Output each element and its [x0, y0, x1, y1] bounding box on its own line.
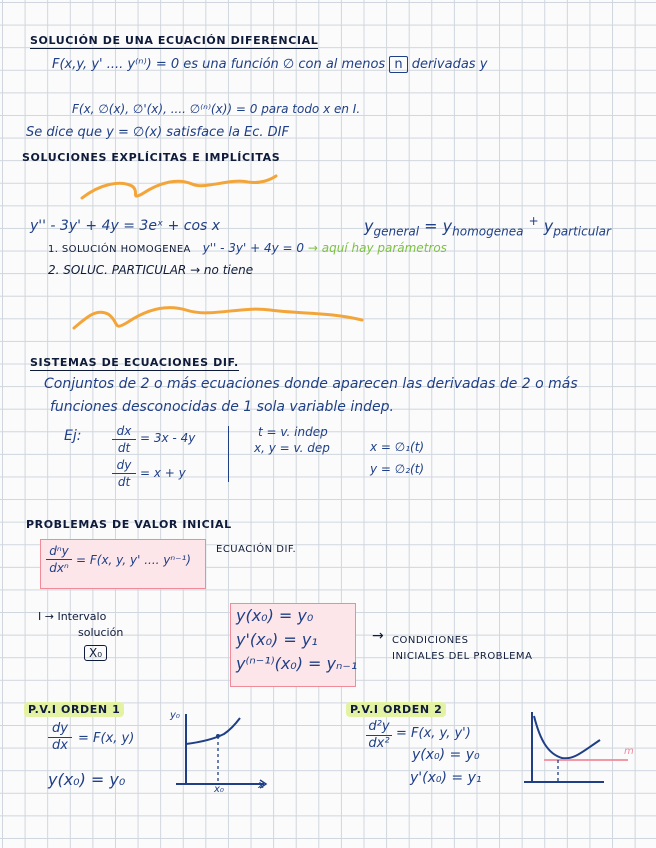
- pvi2-frac: [366, 720, 392, 751]
- box-den: dxⁿ: [49, 561, 69, 575]
- pvi1-frac: [48, 722, 72, 753]
- frac1-rhs: = 3x - 4y: [140, 431, 196, 445]
- frac1-den: dt: [117, 441, 131, 455]
- equals-sign: =: [424, 216, 438, 236]
- orange-scribble-1: [80, 170, 280, 210]
- pvi2-slope-label: m: [624, 746, 634, 757]
- cond-3: y⁽ⁿ⁻¹⁾(x₀) = yₙ₋₁: [236, 654, 358, 673]
- pvi2-den: dx²: [368, 736, 390, 751]
- frac2-den: dt: [117, 475, 131, 489]
- sub-homog: homogenea: [452, 224, 524, 239]
- frac-dx-dt: [112, 424, 136, 455]
- plus-sign: +: [528, 214, 539, 228]
- section-title-sistemas: SISTEMAS DE ECUACIONES DIF.: [30, 356, 239, 369]
- solution-y: y = ∅₂(t): [370, 462, 425, 476]
- section-title-pvi: PROBLEMAS DE VALOR INICIAL: [26, 518, 232, 531]
- sistemas-desc-1: Conjuntos de 2 o más ecuaciones donde aparecen las derivadas de 2 o más: [44, 376, 578, 392]
- pvi1-axis-y: y₀: [170, 710, 180, 721]
- sub-general: general: [373, 224, 420, 239]
- cond-1: y(x₀) = y₀: [236, 606, 314, 625]
- cond-arrow: →: [372, 628, 384, 644]
- pvi1-num: dy: [52, 721, 68, 736]
- y-part: y: [543, 216, 554, 236]
- ej-label: Ej:: [64, 428, 82, 444]
- note-dep: x, y = v. dep: [254, 441, 330, 455]
- general-solution-formula: [364, 214, 611, 239]
- cond-label-1: CONDICIONES: [392, 635, 469, 646]
- definition-end: derivadas y: [411, 57, 488, 72]
- frac2-num: dy: [116, 458, 132, 472]
- pvi2-cond-1: y(x₀) = y₀: [412, 747, 480, 763]
- sistemas-desc-2: funciones desconocidas de 1 sola variable indep.: [50, 399, 394, 415]
- pvi1-rhs: = F(x, y): [78, 731, 135, 746]
- orange-scribble-2: [70, 296, 370, 336]
- section-title-solucion: SOLUCIÓN DE UNA ECUACIÓN DIFERENCIAL: [30, 34, 319, 47]
- pvi1-axis-x0: x₀: [214, 784, 224, 795]
- interval-line-1: I → Intervalo: [38, 610, 107, 623]
- n-boxed: n: [389, 56, 407, 73]
- pvi1-title: P.V.I ORDEN 1: [24, 702, 124, 717]
- box-label: ECUACIÓN DIF.: [216, 544, 297, 555]
- item1-note: → aquí hay parámetros: [307, 241, 447, 255]
- cond-2: y'(x₀) = y₁: [236, 630, 318, 649]
- item-homogenea: [48, 241, 447, 255]
- definition-line-2: F(x, ∅(x), ∅'(x), .... ∅⁽ⁿ⁾(x)) = 0 para todo x en I.: [72, 102, 361, 116]
- pvi2-graph: [520, 706, 640, 788]
- solution-x: x = ∅₁(t): [370, 440, 425, 454]
- pvi1-axis-x: x: [258, 778, 265, 791]
- item1-eq: y'' - 3y' + 4y = 0: [202, 241, 305, 255]
- y-general: y: [364, 216, 374, 236]
- cond-label-2: INICIALES DEL PROBLEMA: [392, 651, 533, 662]
- sub-part: particular: [553, 224, 611, 239]
- section-title-soluciones: SOLUCIONES EXPLÍCITAS E IMPLÍCITAS: [22, 151, 281, 164]
- pvi2-num: d²y: [368, 719, 390, 734]
- box-num: dⁿy: [49, 544, 69, 558]
- frac2-rhs: = x + y: [140, 466, 186, 480]
- definition-line-3: Se dice que y = ∅(x) satisface la Ec. DIF: [26, 125, 289, 140]
- item-particular: 2. SOLUC. PARTICULAR → no tiene: [48, 263, 254, 277]
- pvi2-rhs: = F(x, y, y'): [396, 726, 471, 741]
- pvi1-den: dx: [52, 738, 68, 753]
- frac1-num: dx: [116, 424, 132, 438]
- pvi2-cond-2: y'(x₀) = y₁: [410, 770, 482, 786]
- x0-boxed: X₀: [84, 645, 107, 661]
- interval-line-2: solución: [78, 626, 124, 639]
- item1-label: 1. SOLUCIÓN HOMOGENEA: [48, 244, 191, 255]
- definition-text: F(x,y, y' .... y⁽ⁿ⁾) = 0 es una función ∅ con al menos: [52, 57, 386, 72]
- note-indep: t = v. indep: [258, 425, 328, 439]
- y-homog: y: [442, 216, 453, 236]
- main-equation: y'' - 3y' + 4y = 3eˣ + cos x: [30, 218, 221, 234]
- divider-vertical: [228, 426, 229, 482]
- pvi1-cond: y(x₀) = y₀: [48, 770, 126, 789]
- frac-dny-dxn: [46, 544, 72, 575]
- definition-line-1: [52, 56, 487, 73]
- pvi2-title: P.V.I ORDEN 2: [346, 702, 446, 717]
- frac-dy-dt: [112, 458, 136, 489]
- box-rhs: = F(x, y, y' .... yⁿ⁻¹): [76, 553, 191, 567]
